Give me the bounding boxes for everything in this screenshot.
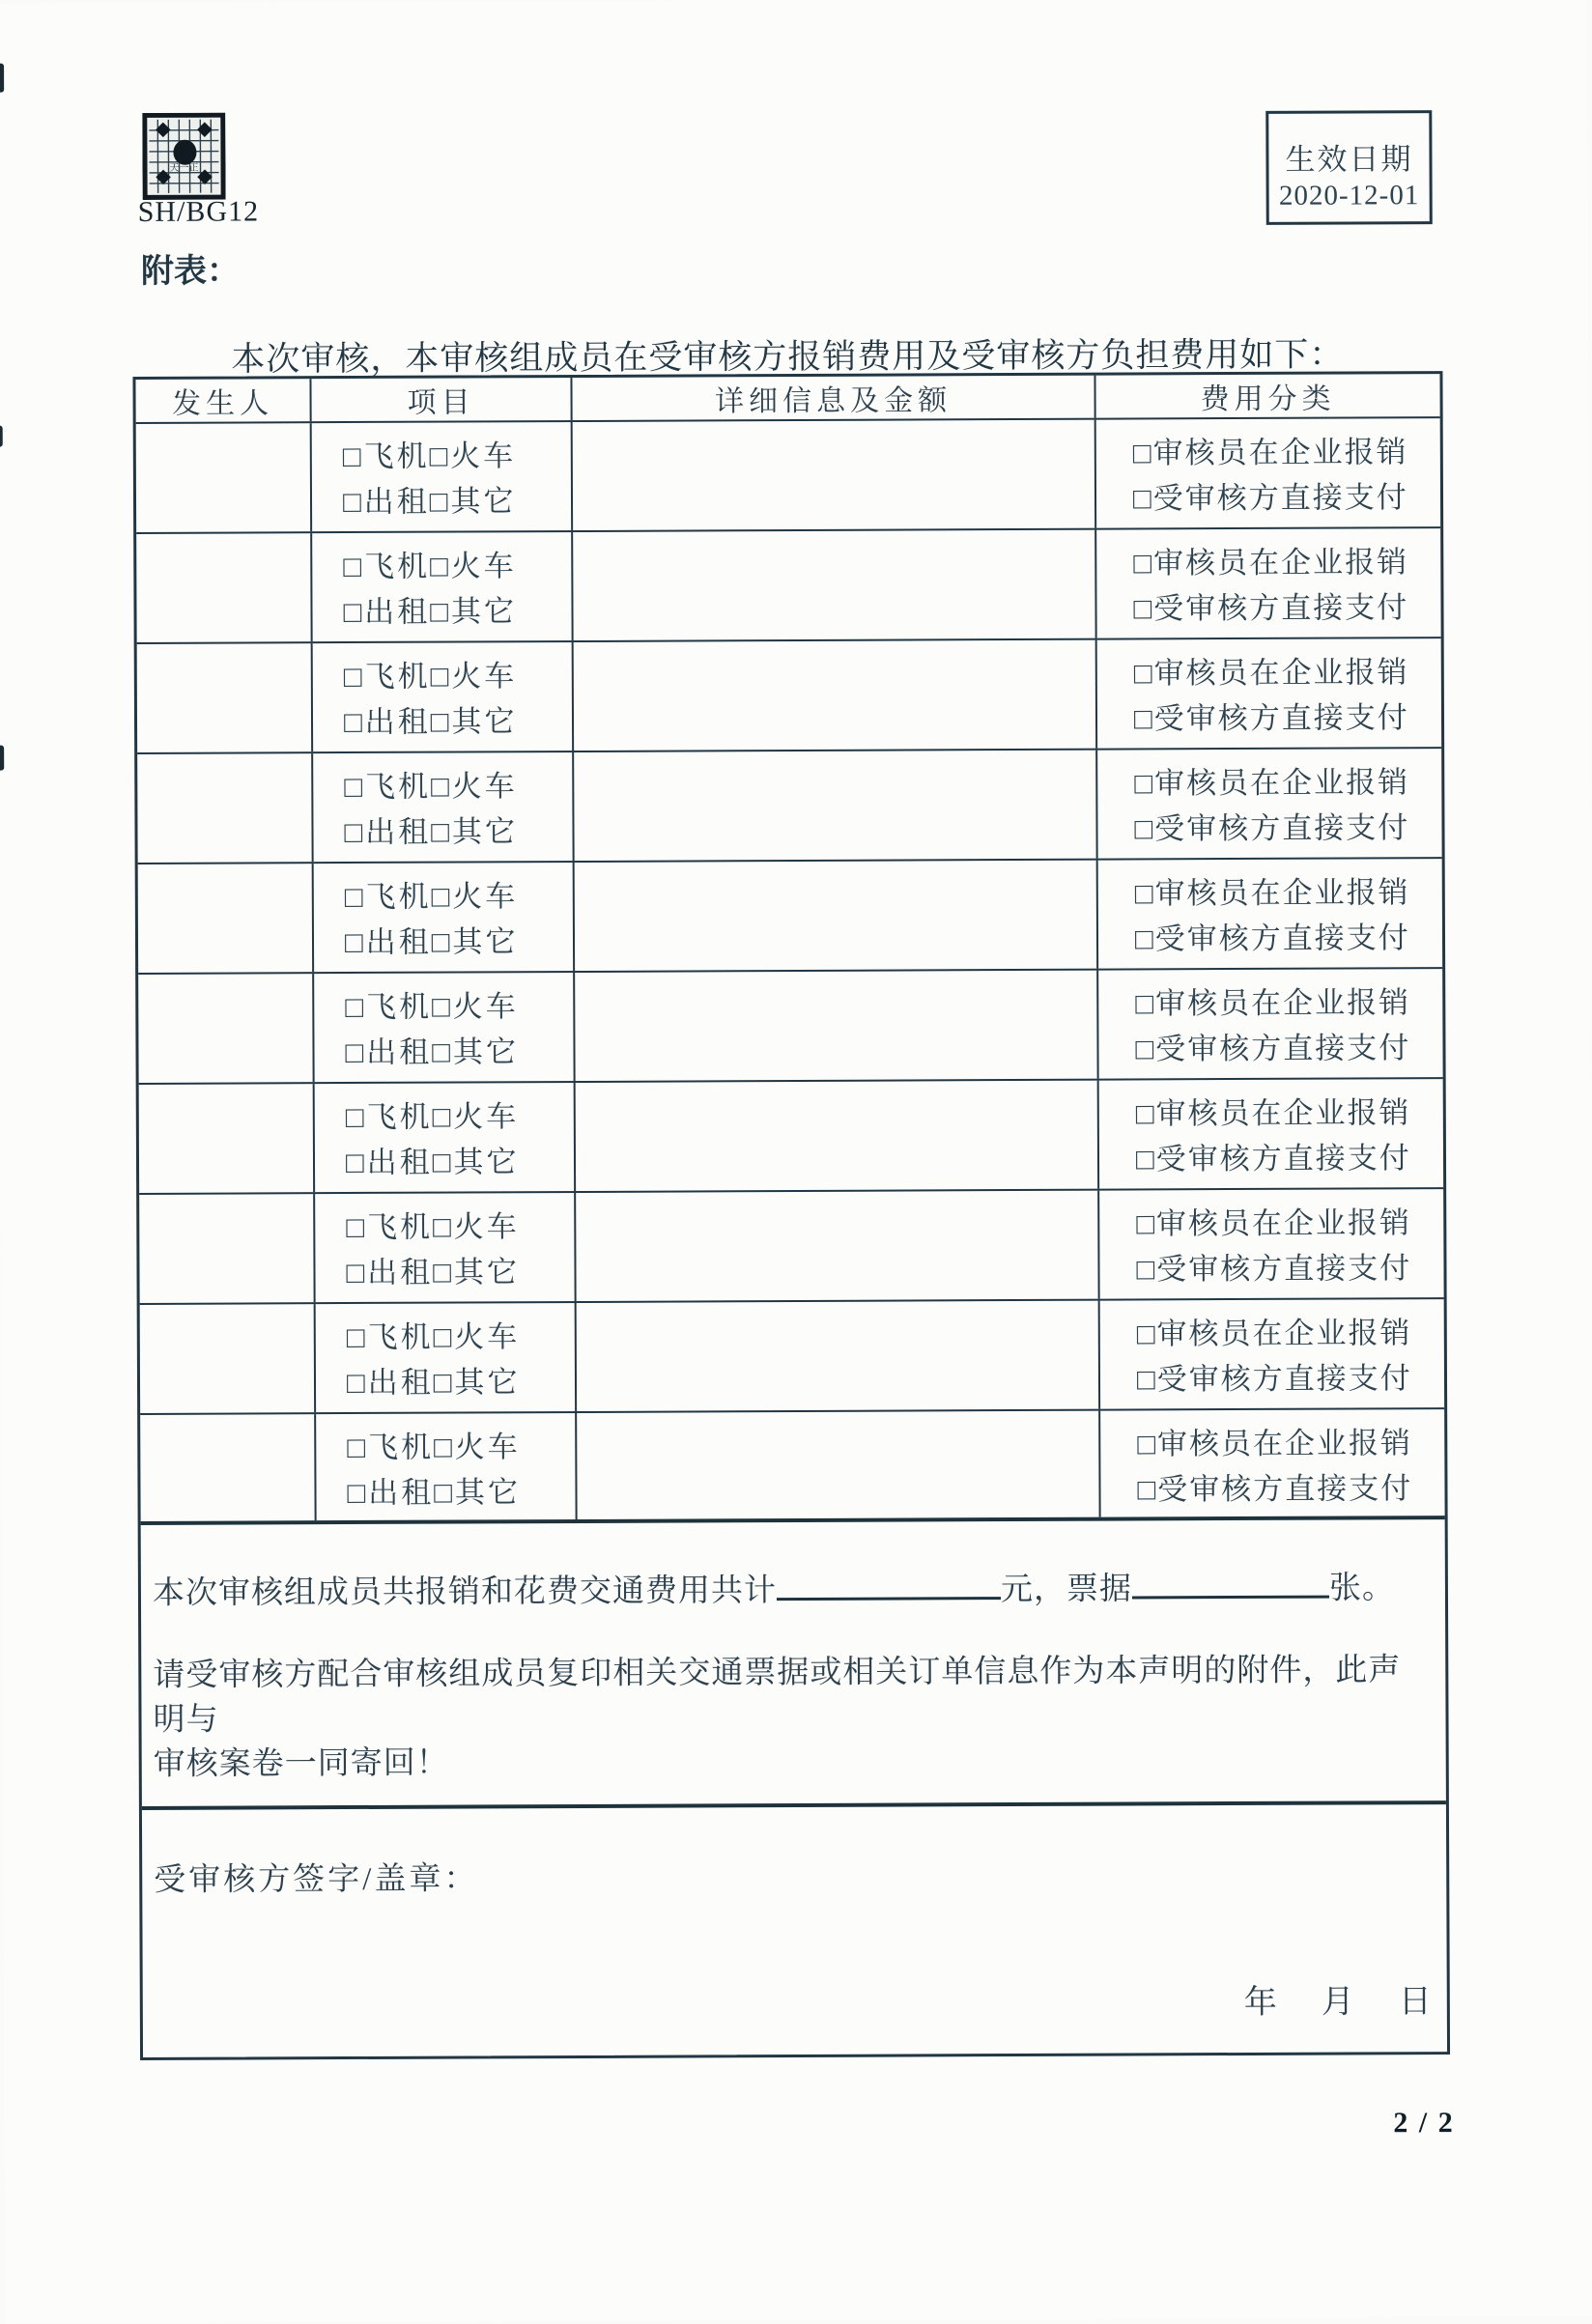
effective-date-box — [1265, 110, 1433, 225]
effective-date-value: 2020-12-01 — [1269, 180, 1430, 213]
category-checkbox-line2: □受审核方直接支付 — [1135, 1025, 1442, 1071]
category-checkbox-line1: □审核员在企业报销 — [1133, 539, 1440, 585]
category-checkbox-line1: □审核员在企业报销 — [1133, 429, 1440, 475]
cell-category — [1097, 749, 1441, 859]
cell-person — [136, 533, 312, 642]
category-checkbox-line1: □审核员在企业报销 — [1136, 1090, 1443, 1136]
table-row — [138, 859, 1442, 975]
category-checkbox-line1: □审核员在企业报销 — [1134, 649, 1441, 695]
cell-detail-amount — [573, 420, 1096, 530]
signature-label: 受审核方签字/盖章： — [154, 1853, 478, 1899]
total-line — [153, 1562, 1432, 1613]
item-checkbox-line1: □飞机□火车 — [344, 653, 572, 699]
amount-blank-line — [777, 1565, 1001, 1601]
table-row — [138, 969, 1442, 1085]
cell-item — [315, 1083, 576, 1192]
cell-detail-amount — [576, 1081, 1099, 1191]
cell-person — [138, 974, 314, 1083]
total-suffix: 张。 — [1329, 1571, 1395, 1605]
cell-category — [1097, 638, 1441, 749]
cell-person — [139, 1084, 315, 1193]
cell-category — [1099, 1079, 1443, 1189]
cell-detail-amount — [574, 640, 1097, 751]
cell-detail-amount — [577, 1411, 1100, 1519]
category-checkbox-line2: □受审核方直接支付 — [1136, 1135, 1443, 1181]
item-checkbox-line2: □出租□其它 — [343, 588, 571, 635]
table-title: 本次审核，本审核组成员在受审核方报销费用及受审核方负担费用如下： — [132, 327, 1442, 382]
cell-detail-amount — [575, 971, 1098, 1081]
cell-detail-amount — [573, 530, 1096, 640]
cell-detail-amount — [576, 1191, 1099, 1301]
logo-text: 天一正 — [169, 162, 198, 174]
table-row — [137, 749, 1441, 864]
cell-person — [138, 864, 314, 973]
category-checkbox-line1: □审核员在企业报销 — [1135, 979, 1442, 1026]
item-checkbox-line2: □出租□其它 — [345, 1029, 573, 1075]
category-checkbox-line1: □审核员在企业报销 — [1134, 759, 1441, 806]
item-checkbox-line1: □飞机□火车 — [343, 543, 571, 589]
table-row — [136, 418, 1440, 534]
item-checkbox-line1: □飞机□火车 — [344, 763, 572, 809]
table-row — [140, 1409, 1444, 1525]
note-paragraph — [153, 1648, 1433, 1787]
cell-category — [1099, 1189, 1443, 1299]
go-board-logo-icon — [142, 113, 225, 200]
table-row — [139, 1079, 1443, 1195]
item-checkbox-line2: □出租□其它 — [343, 478, 571, 524]
cell-detail-amount — [574, 751, 1097, 861]
day-label: 日 — [1399, 1974, 1432, 2022]
year-label: 年 — [1244, 1975, 1277, 2023]
cell-item — [315, 1193, 576, 1302]
header-person: 发生人 — [135, 379, 311, 422]
doc-code: SH/BG12 — [138, 195, 260, 229]
cell-category — [1098, 969, 1442, 1079]
scan-artifact — [0, 746, 4, 771]
category-checkbox-line2: □受审核方直接支付 — [1135, 915, 1442, 961]
table-header-row — [135, 374, 1439, 424]
item-checkbox-line2: □出租□其它 — [346, 1139, 574, 1185]
cell-item — [313, 752, 574, 862]
page-number: 2 / 2 — [1393, 2107, 1454, 2140]
cell-person — [137, 753, 313, 863]
table-row — [137, 638, 1441, 754]
category-checkbox-line2: □受审核方直接支付 — [1133, 584, 1440, 631]
cell-item — [316, 1303, 577, 1412]
signature-section — [142, 1804, 1447, 2063]
category-checkbox-line2: □受审核方直接支付 — [1133, 474, 1440, 521]
category-checkbox-line2: □受审核方直接支付 — [1137, 1355, 1444, 1402]
date-fill-line — [1244, 1974, 1432, 2023]
item-checkbox-line2: □出租□其它 — [345, 919, 573, 965]
attachment-label: 附表： — [141, 244, 240, 292]
cell-person — [136, 423, 312, 532]
cell-item — [313, 642, 574, 751]
scan-artifact — [0, 426, 3, 447]
effective-date-label: 生效日期 — [1268, 134, 1429, 179]
item-checkbox-line1: □飞机□火车 — [345, 873, 573, 920]
item-checkbox-line2: □出租□其它 — [347, 1469, 575, 1516]
cell-item — [312, 422, 573, 531]
cell-item — [314, 973, 575, 1082]
item-checkbox-line2: □出租□其它 — [347, 1359, 575, 1405]
item-checkbox-line2: □出租□其它 — [344, 698, 572, 745]
header-item: 项目 — [311, 378, 572, 421]
item-checkbox-line2: □出租□其它 — [344, 808, 572, 855]
note-line2: 审核案卷一同寄回！ — [154, 1746, 449, 1782]
header-detail-amount: 详细信息及金额 — [572, 376, 1095, 420]
cell-person — [140, 1414, 316, 1521]
category-checkbox-line1: □审核员在企业报销 — [1137, 1420, 1444, 1466]
cell-category — [1096, 418, 1440, 528]
item-checkbox-line1: □飞机□火车 — [347, 1314, 575, 1360]
header-category: 费用分类 — [1095, 374, 1439, 418]
cell-category — [1100, 1409, 1444, 1517]
cell-category — [1098, 859, 1442, 969]
table-row — [140, 1299, 1444, 1415]
table-row — [139, 1189, 1443, 1305]
category-checkbox-line2: □受审核方直接支付 — [1134, 694, 1441, 741]
item-checkbox-line1: □飞机□火车 — [346, 1093, 574, 1140]
cell-item — [312, 532, 573, 641]
total-prefix: 本次审核组成员共报销和花费交通费用共计 — [153, 1573, 777, 1611]
item-checkbox-line1: □飞机□火车 — [347, 1424, 575, 1470]
category-checkbox-line1: □审核员在企业报销 — [1136, 1200, 1443, 1246]
tickets-blank-line — [1132, 1564, 1329, 1600]
cell-person — [139, 1194, 315, 1303]
category-checkbox-line2: □受审核方直接支付 — [1136, 1245, 1443, 1291]
category-checkbox-line2: □受审核方直接支付 — [1134, 805, 1441, 851]
expense-table — [132, 371, 1450, 2060]
table-body — [136, 418, 1445, 1525]
total-mid: 元，票据 — [1001, 1572, 1132, 1607]
summary-section — [141, 1519, 1446, 1810]
cell-item — [316, 1413, 577, 1520]
cell-category — [1100, 1299, 1444, 1409]
item-checkbox-line2: □出租□其它 — [346, 1249, 574, 1295]
month-label: 月 — [1322, 1974, 1354, 2022]
cell-category — [1096, 528, 1440, 638]
category-checkbox-line1: □审核员在企业报销 — [1135, 869, 1442, 916]
item-checkbox-line1: □飞机□火车 — [343, 433, 571, 479]
item-checkbox-line1: □飞机□火车 — [346, 1204, 574, 1250]
note-line1: 请受审核方配合审核组成员复印相关交通票据或相关订单信息作为本声明的附件，此声明与 — [153, 1653, 1401, 1738]
cell-item — [314, 863, 575, 972]
category-checkbox-line2: □受审核方直接支付 — [1137, 1465, 1444, 1512]
scan-artifact — [0, 64, 4, 93]
cell-detail-amount — [575, 861, 1098, 971]
cell-person — [137, 643, 313, 752]
item-checkbox-line1: □飞机□火车 — [345, 983, 573, 1030]
table-row — [136, 528, 1440, 644]
cell-person — [140, 1304, 316, 1413]
cell-detail-amount — [577, 1301, 1100, 1411]
category-checkbox-line1: □审核员在企业报销 — [1137, 1310, 1444, 1356]
